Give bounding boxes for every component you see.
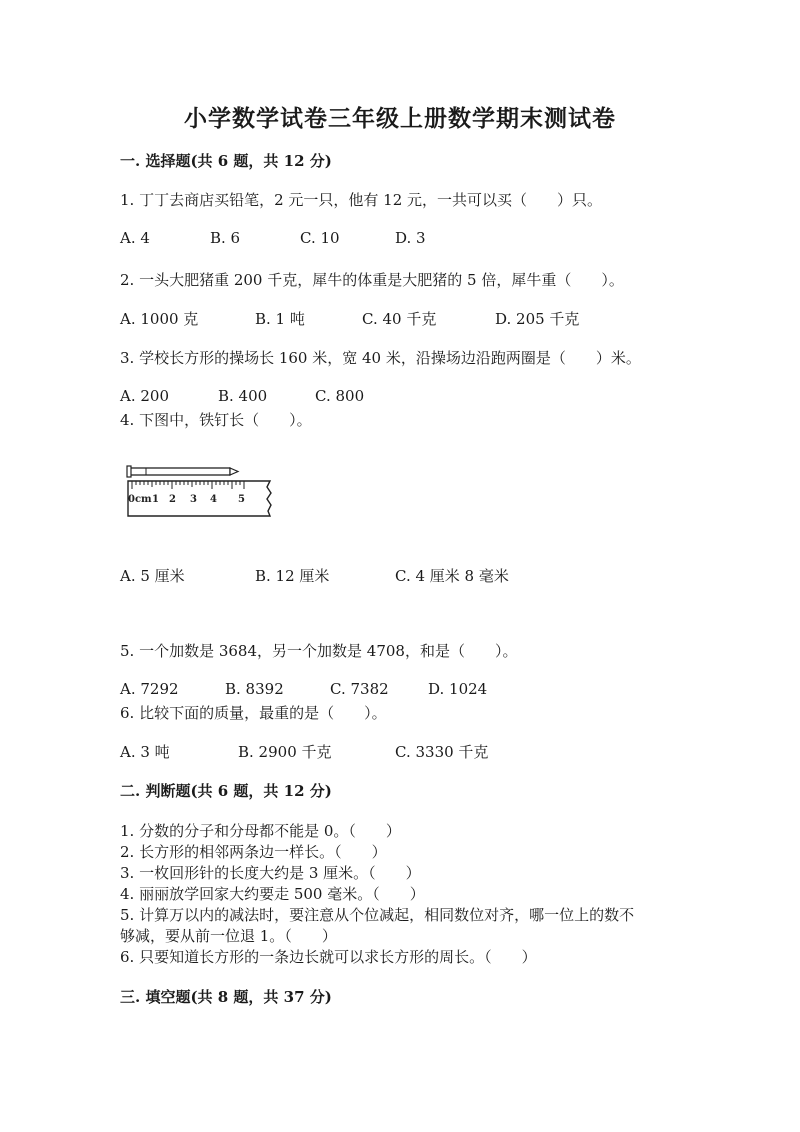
q4-option-a: A. 5 厘米 — [120, 567, 185, 585]
judge-item-3: 3. 一枚回形针的长度大约是 3 厘米。（ ） — [120, 864, 421, 882]
ruler-label-5: 5 — [238, 494, 245, 505]
question-3: 3. 学校长方形的操场长 160 米，宽 40 米，沿操场边沿跑两圈是（ ）米。 — [120, 349, 641, 367]
q5-option-c: C. 7382 — [330, 680, 389, 698]
q5-option-a: A. 7292 — [120, 680, 179, 698]
ruler-label-2: 2 — [169, 494, 176, 505]
section-2-heading: 二. 判断题(共 6 题，共 12 分) — [120, 782, 332, 800]
question-2: 2. 一头大肥猪重 200 千克，犀牛的体重是大肥猪的 5 倍，犀牛重（ ）。 — [120, 271, 624, 289]
ruler-label-4: 4 — [210, 494, 217, 505]
q6-option-b: B. 2900 千克 — [238, 743, 332, 761]
question-6: 6. 比较下面的质量，最重的是（ ）。 — [120, 704, 387, 722]
section-1-heading: 一. 选择题(共 6 题，共 12 分) — [120, 152, 332, 170]
judge-item-4: 4. 丽丽放学回家大约要走 500 毫米。（ ） — [120, 885, 425, 903]
q5-option-d: D. 1024 — [428, 680, 488, 698]
q1-option-c: C. 10 — [300, 229, 340, 247]
q2-option-b: B. 1 吨 — [255, 310, 305, 328]
q2-option-a: A. 1000 克 — [120, 310, 199, 328]
q2-option-c: C. 40 千克 — [362, 310, 437, 328]
q4-option-b: B. 12 厘米 — [255, 567, 330, 585]
judge-item-2: 2. 长方形的相邻两条边一样长。（ ） — [120, 843, 387, 861]
q5-option-b: B. 8392 — [225, 680, 284, 698]
ruler-image — [128, 481, 271, 516]
nail-ruler-figure — [124, 462, 276, 520]
nail-image — [127, 466, 238, 477]
ruler-label-3: 3 — [190, 494, 197, 505]
q3-option-b: B. 400 — [218, 387, 268, 405]
q6-option-c: C. 3330 千克 — [395, 743, 489, 761]
q6-option-a: A. 3 吨 — [120, 743, 170, 761]
ruler-label-0cm: 0cm — [128, 494, 152, 505]
page-title: 小学数学试卷三年级上册数学期末测试卷 — [184, 105, 616, 132]
q1-option-a: A. 4 — [120, 229, 150, 247]
q4-option-c: C. 4 厘米 8 毫米 — [395, 567, 509, 585]
ruler-label-1: 1 — [152, 494, 159, 505]
judge-item-5-line-1: 5. 计算万以内的减法时，要注意从个位减起，相同数位对齐，哪一位上的数不 — [120, 906, 635, 924]
q1-option-d: D. 3 — [395, 229, 426, 247]
q2-option-d: D. 205 千克 — [495, 310, 580, 328]
judge-item-5-line-2: 够减，要从前一位退 1。（ ） — [120, 927, 337, 945]
judge-item-1: 1. 分数的分子和分母都不能是 0。（ ） — [120, 822, 401, 840]
question-1: 1. 丁丁去商店买铅笔，2 元一只，他有 12 元，一共可以买（ ）只。 — [120, 191, 603, 209]
judge-item-6: 6. 只要知道长方形的一条边长就可以求长方形的周长。（ ） — [120, 948, 537, 966]
q3-option-c: C. 800 — [315, 387, 365, 405]
section-3-heading: 三. 填空题(共 8 题，共 37 分) — [120, 988, 332, 1006]
question-4: 4. 下图中，铁钉长（ ）。 — [120, 411, 312, 429]
q3-option-a: A. 200 — [120, 387, 169, 405]
q1-option-b: B. 6 — [210, 229, 241, 247]
question-5: 5. 一个加数是 3684，另一个加数是 4708，和是（ ）。 — [120, 642, 518, 660]
